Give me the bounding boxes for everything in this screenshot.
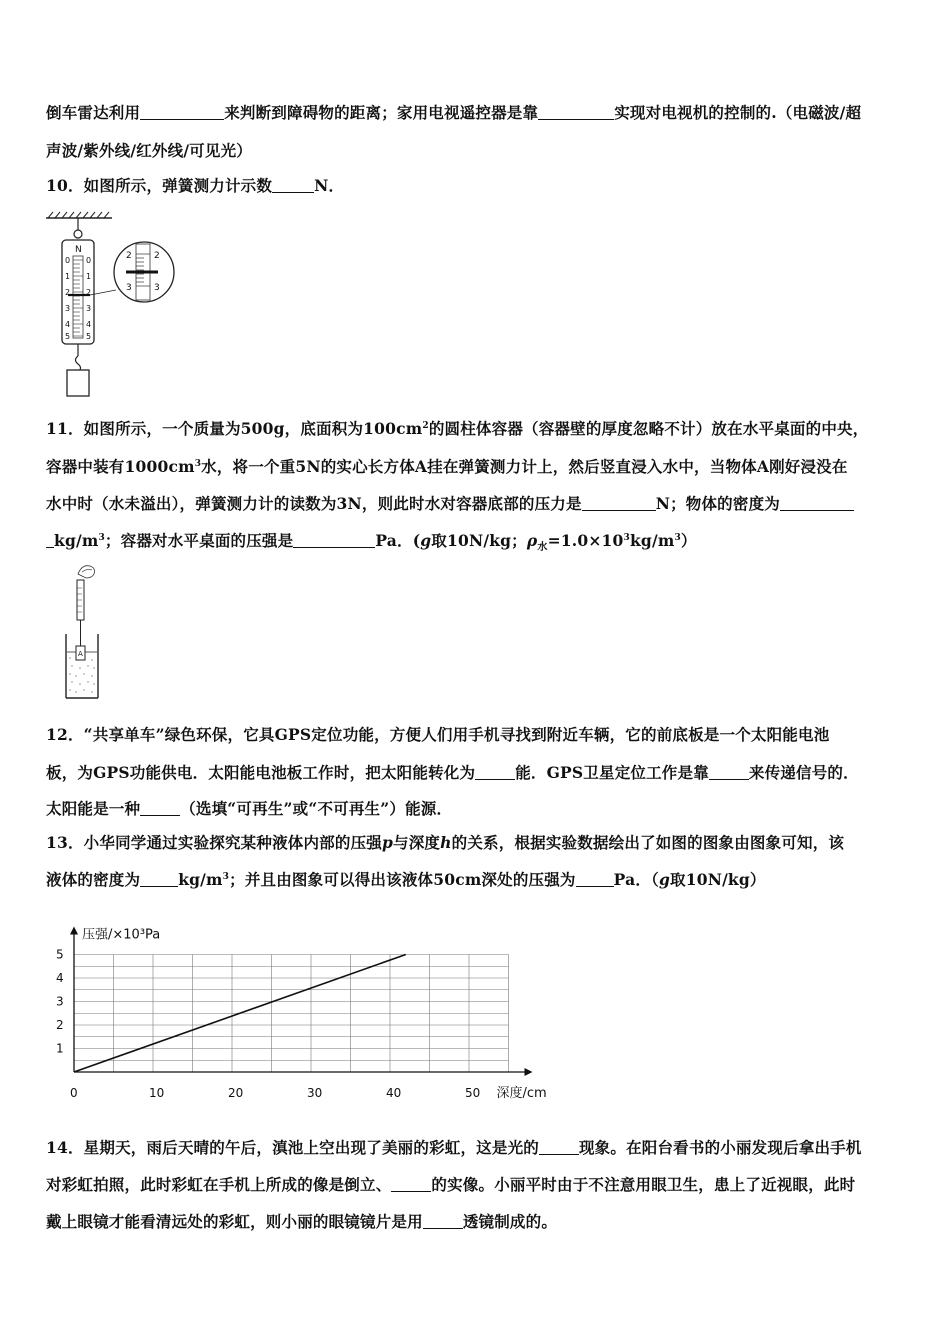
q12-line-3	[46, 797, 452, 819]
chart-grid	[74, 955, 509, 1073]
blank	[709, 764, 749, 781]
x-tick-label: 50	[465, 1086, 481, 1100]
superscript: 3	[194, 459, 202, 469]
q11-line-1	[46, 417, 868, 439]
text: Pa．（	[613, 870, 659, 889]
weight-block	[67, 370, 89, 396]
hand-drawing	[78, 566, 95, 578]
q11-line-3	[46, 492, 854, 514]
tick-label: 2	[86, 288, 92, 297]
y-tick-label: 4	[56, 971, 64, 985]
x-axis-arrow	[525, 1068, 533, 1076]
blank	[582, 495, 656, 512]
text: （选填“可再生”或“不可再生”）能源．	[180, 799, 453, 818]
y-tick-label: 1	[56, 1041, 64, 1056]
text: 透镜制成的。	[462, 1212, 558, 1231]
text: kg/m	[54, 531, 99, 550]
tick-label: 1	[65, 272, 71, 281]
zoom-tick: 2	[126, 251, 132, 261]
x-tick-label: 10	[149, 1086, 165, 1100]
zoom-tick: 3	[126, 283, 132, 293]
zoom-tick: 3	[154, 283, 160, 293]
symbol-h: h	[440, 833, 452, 852]
text: 现象。在阳台看书的小丽发现后拿出手机	[578, 1138, 862, 1157]
text: kg/m	[178, 870, 223, 889]
spring-scale-figure	[40, 210, 180, 400]
blank	[423, 1213, 463, 1230]
x-tick-label: 20	[228, 1086, 244, 1100]
text: 倒车雷达利用	[46, 103, 141, 122]
text: 来传递信号的．	[748, 763, 859, 782]
x-tick-label: 40	[386, 1086, 402, 1100]
x-axis-label: 深度/cm	[496, 1086, 547, 1101]
blank	[391, 1176, 431, 1193]
tick-label: 2	[65, 288, 71, 297]
q14-line-2	[46, 1173, 855, 1195]
text: 戴上眼镜才能看清远处的彩虹，则小丽的眼镜镜片是用	[46, 1212, 423, 1231]
text: 液体的密度为	[46, 870, 141, 889]
superscript: 3	[623, 533, 630, 543]
q12-line-2	[46, 761, 859, 783]
subscript: 水	[537, 542, 548, 554]
blank	[140, 871, 178, 888]
q9-line-1	[46, 101, 861, 123]
text: 实现对电视机的控制的.（电磁波/超	[614, 103, 862, 122]
tick-label: 4	[65, 320, 71, 329]
text: 太阳能是一种	[46, 799, 141, 818]
y-axis-arrow	[70, 927, 78, 935]
text: 水，将一个重5N的实心长方体A挂在弹簧测力计上，然后竖直浸入水中，当物体A刚好浸没在	[201, 457, 848, 476]
blank	[780, 495, 854, 512]
symbol-g: g	[420, 531, 432, 550]
x-tick-label: 0	[70, 1086, 78, 1100]
symbol-rho: ρ	[526, 531, 538, 550]
text: =1.0×10	[547, 531, 624, 550]
text: 13．小华同学通过实验探究某种液体内部的压强	[46, 833, 382, 852]
superscript: 3	[98, 533, 105, 543]
text: ；并且由图象可以得出该液体50cm深处的压强为	[229, 870, 576, 889]
q12-line-1	[46, 723, 829, 745]
tick-label: 3	[86, 304, 92, 313]
y-axis-label: 压强/×10³Pa	[82, 927, 161, 943]
text: 取10N/kg；	[431, 531, 527, 550]
q10-line-1	[46, 174, 344, 196]
symbol-p: p	[381, 833, 394, 852]
symbol-g: g	[658, 870, 671, 889]
tick-label: 0	[65, 256, 71, 265]
q11-line-2	[46, 455, 848, 477]
text: 的圆柱体容器（容器壁的厚度忽略不计）放在水平桌面的中央，	[428, 419, 869, 438]
text: N；物体的密度为	[655, 494, 780, 513]
text: 的关系，根据实验数据绘出了如图的图象由图象可知，该	[451, 833, 845, 852]
superscript: 3	[674, 533, 681, 543]
blank	[140, 800, 180, 817]
text: 来判断到障碍物的距离；家用电视遥控器是靠	[224, 103, 539, 122]
y-tick-label: 3	[56, 994, 64, 1009]
scale-unit-letter: N	[75, 245, 82, 255]
tick-label: 1	[86, 272, 92, 281]
text: 声波/紫外线/红外线/可见光）	[46, 141, 252, 160]
text: ；容器对水平桌面的压强是	[104, 531, 294, 550]
text: 12．“共享单车”绿色环保，它具GPS定位功能，方便人们用手机寻找到附近车辆，它的前底板是一个太阳能电池	[46, 725, 830, 744]
text: ）	[680, 531, 697, 550]
zoom-tick: 2	[154, 251, 160, 261]
blank	[539, 1139, 579, 1156]
text: 11．如图所示，一个质量为500g，底面积为100cm	[46, 419, 423, 438]
text: 取10N/kg）	[670, 870, 766, 889]
x-tick-label: 30	[307, 1086, 323, 1100]
text: Pa．(	[375, 531, 421, 550]
pressure-depth-chart	[40, 922, 547, 1106]
blank	[140, 104, 224, 121]
q13-line-1	[46, 831, 844, 853]
tick-label: 4	[86, 320, 92, 329]
q13-line-2	[46, 868, 766, 890]
text: kg/m	[629, 531, 675, 550]
tick-label: 5	[65, 332, 71, 341]
y-tick-label: 5	[56, 947, 64, 962]
q14-line-3	[46, 1210, 557, 1232]
tick-label: 3	[65, 304, 71, 313]
text: 的实像。小丽平时由于不注意用眼卫生，患上了近视眼，此时	[431, 1175, 856, 1194]
text: 能．GPS卫星定位工作是靠	[515, 763, 709, 782]
superscript: 2	[422, 421, 429, 431]
text: 与深度	[393, 833, 441, 852]
blank	[576, 871, 614, 888]
y-tick-label: 2	[56, 1018, 64, 1032]
text: 10．如图所示，弹簧测力计示数	[46, 176, 273, 195]
container-figure	[60, 562, 110, 702]
tick-label: 0	[86, 256, 92, 265]
q14-line-1	[46, 1136, 862, 1158]
superscript: 3	[222, 872, 230, 882]
text: 水中时（水未溢出），弹簧测力计的读数为3N，则此时水对容器底部的压力是	[46, 494, 582, 513]
blank	[293, 532, 375, 549]
text: 板，为GPS功能供电．太阳能电池板工作时，把太阳能转化为	[46, 763, 476, 782]
blank	[475, 764, 515, 781]
text: N．	[314, 176, 345, 195]
tick-label: 5	[86, 332, 92, 341]
blank	[46, 532, 54, 549]
text: 对彩虹拍照，此时彩虹在手机上所成的像是倒立、	[46, 1175, 392, 1194]
object-a-label: A	[78, 650, 83, 658]
text: 容器中装有1000cm	[46, 457, 195, 476]
blank	[538, 104, 614, 121]
q9-line-2	[46, 139, 252, 161]
q11-line-4	[46, 529, 697, 553]
text: 14．星期天，雨后天晴的午后，滇池上空出现了美丽的彩虹，这是光的	[46, 1138, 539, 1157]
blank	[272, 177, 314, 194]
